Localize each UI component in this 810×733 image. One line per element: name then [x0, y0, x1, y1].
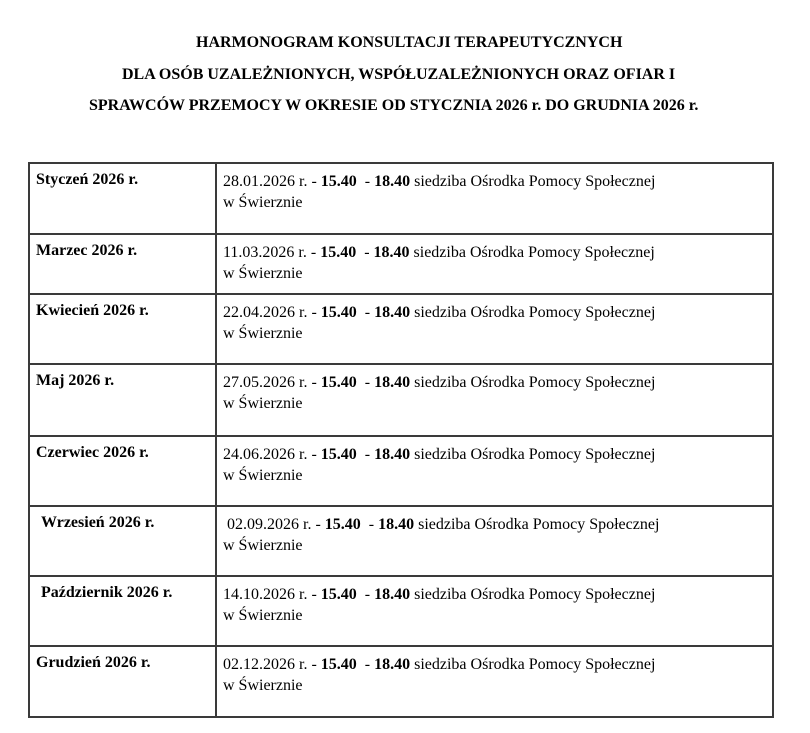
location-town: w Świerznie	[223, 395, 303, 412]
detail-cell	[216, 364, 773, 436]
table-row	[29, 294, 773, 364]
location-town: w Świerznie	[223, 194, 303, 211]
month-label: Październik 2026 r.	[41, 584, 173, 601]
location-text: siedziba Ośrodka Pomocy Społecznej	[410, 586, 656, 603]
start-time: 15.40	[320, 586, 357, 603]
table-row	[29, 163, 773, 234]
start-time: 15.40	[320, 304, 357, 321]
month-label: Styczeń 2026 r.	[36, 171, 139, 188]
location-town: w Świerznie	[223, 325, 303, 342]
start-time: 15.40	[320, 656, 357, 673]
detail-cell	[216, 436, 773, 506]
table-row	[29, 506, 773, 576]
detail-cell	[216, 646, 773, 717]
month-cell	[29, 506, 216, 576]
date-text: 02.12.2026 r. -	[223, 656, 321, 673]
title-line-1: HARMONOGRAM KONSULTACJI TERAPEUTYCZNYCH	[196, 34, 623, 51]
end-time: 18.40	[374, 656, 411, 673]
location-town: w Świerznie	[223, 467, 303, 484]
start-time: 15.40	[320, 244, 357, 261]
location-text: siedziba Ośrodka Pomocy Społecznej	[410, 173, 656, 190]
time-separator: -	[356, 304, 375, 321]
time-separator: -	[356, 173, 375, 190]
date-text: 11.03.2026 r. -	[223, 244, 321, 261]
time-separator: -	[356, 374, 375, 391]
location-text: siedziba Ośrodka Pomocy Społecznej	[410, 304, 656, 321]
end-time: 18.40	[374, 173, 411, 190]
month-cell	[29, 364, 216, 436]
end-time: 18.40	[374, 586, 411, 603]
date-text: 14.10.2026 r. -	[223, 586, 321, 603]
location-town: w Świerznie	[223, 265, 303, 282]
month-label: Marzec 2026 r.	[36, 242, 138, 259]
month-label: Wrzesień 2026 r.	[41, 514, 155, 531]
date-text: 24.06.2026 r. -	[223, 446, 321, 463]
location-town: w Świerznie	[223, 607, 303, 624]
location-text: siedziba Ośrodka Pomocy Społecznej	[410, 656, 656, 673]
end-time: 18.40	[374, 446, 411, 463]
month-cell	[29, 163, 216, 234]
detail-cell	[216, 234, 773, 294]
start-time: 15.40	[320, 374, 357, 391]
detail-cell	[216, 294, 773, 364]
month-cell	[29, 576, 216, 646]
location-text: siedziba Ośrodka Pomocy Społecznej	[414, 516, 660, 533]
table-row	[29, 234, 773, 294]
title-line-3: SPRAWCÓW PRZEMOCY W OKRESIE OD STYCZNIA 2026 r. DO GRUDNIA 2026 r.	[89, 97, 699, 114]
title-line-2: DLA OSÓB UZALEŻNIONYCH, WSPÓŁUZALEŻNIONYCH ORAZ OFIAR I	[122, 66, 676, 83]
month-cell	[29, 646, 216, 717]
location-text: siedziba Ośrodka Pomocy Społecznej	[409, 244, 655, 261]
time-separator: -	[356, 656, 375, 673]
date-text: 28.01.2026 r. -	[223, 173, 321, 190]
month-label: Grudzień 2026 r.	[36, 654, 151, 671]
detail-cell	[216, 163, 773, 234]
detail-cell	[216, 576, 773, 646]
month-label: Czerwiec 2026 r.	[36, 444, 149, 461]
month-label: Maj 2026 r.	[36, 372, 115, 389]
time-separator: -	[356, 244, 374, 261]
schedule-table	[28, 162, 774, 718]
location-text: siedziba Ośrodka Pomocy Społecznej	[410, 374, 656, 391]
end-time: 18.40	[378, 516, 415, 533]
location-town: w Świerznie	[223, 677, 303, 694]
start-time: 15.40	[324, 516, 361, 533]
location-text: siedziba Ośrodka Pomocy Społecznej	[410, 446, 656, 463]
detail-cell	[216, 506, 773, 576]
month-cell	[29, 234, 216, 294]
date-text: 27.05.2026 r. -	[223, 374, 321, 391]
date-text: 22.04.2026 r. -	[223, 304, 321, 321]
month-label: Kwiecień 2026 r.	[36, 302, 149, 319]
time-separator: -	[360, 516, 379, 533]
end-time: 18.40	[374, 374, 411, 391]
date-text: 02.09.2026 r. -	[227, 516, 325, 533]
month-cell	[29, 294, 216, 364]
table-row	[29, 576, 773, 646]
table-row	[29, 364, 773, 436]
end-time: 18.40	[373, 244, 410, 261]
month-cell	[29, 436, 216, 506]
start-time: 15.40	[320, 446, 357, 463]
location-town: w Świerznie	[223, 537, 303, 554]
end-time: 18.40	[374, 304, 411, 321]
table-row	[29, 436, 773, 506]
start-time: 15.40	[320, 173, 357, 190]
table-row	[29, 646, 773, 717]
time-separator: -	[356, 446, 375, 463]
time-separator: -	[356, 586, 375, 603]
